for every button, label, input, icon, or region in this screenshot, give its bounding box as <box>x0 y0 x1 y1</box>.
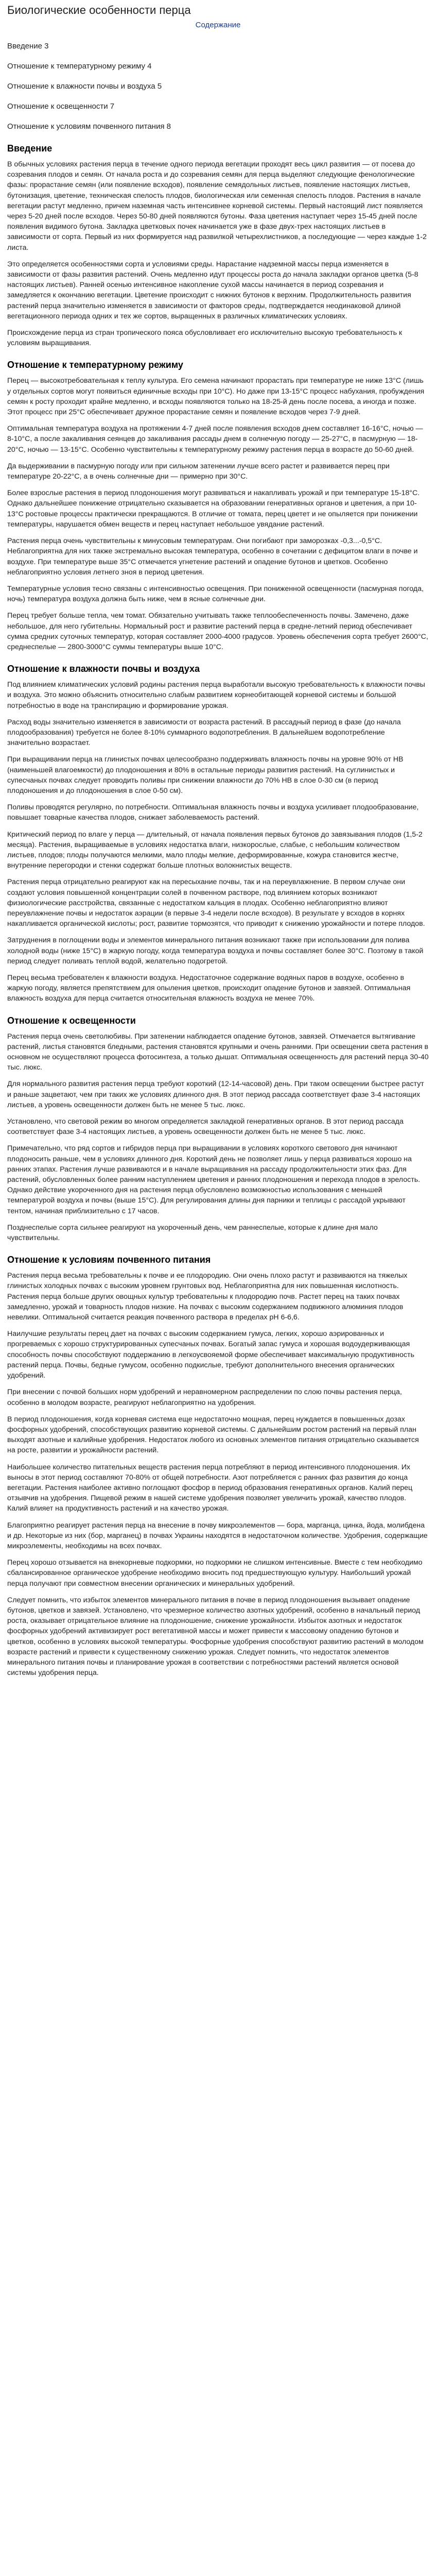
toc-heading: Содержание <box>195 21 241 29</box>
paragraph: Установлено, что световой режим во многом определяется закладкой генеративных органов. В этот период рассада соответствует фазе 3-4 настоящих листьев, а уровень освещенности должен быть не менее 5 тыс. люкс. <box>7 1117 404 1137</box>
paragraph: Расход воды значительно изменяется в зависимости от возраста растений. В рассадный период в фазе (до начала плодообразования) требуется не более 8-10% суммарного водопотребления. В дальнейшем водопотребление значительно возрастает. <box>7 718 401 748</box>
paragraph: Благоприятно реагирует растения перца на внесение в почву микроэлементов — бора, марганца, цинка, йода, молибдена и др. Некоторые из них (бор, марганец) в почвах Украины находятся в недостаточном количестве. Удобрения, содержащие микроэлементы, необходимы на всех почвах. <box>7 1521 428 1550</box>
paragraph: Растения перца весьма требовательны к почве и ее плодородию. Они очень плохо растут и развиваются на тяжелых глинистых холодных почвах с высоким уровнем грунтовых вод. Неблагоприятна для них повышенная кислотность. Растения перца больше других овощных культур требовательны к плодородию почв. Растет перец на таких почвах замедленно, урожай и товарность плодов низкие. На почвах с высоким содержанием подвижного алюминия плодов невелики. Оптимальной считается реакция почвенного раствора в пределах pH 6-6,6. <box>7 1272 408 1322</box>
section-heading: Отношение к освещенности <box>7 1015 136 1026</box>
paragraph: Наилучшие результаты перец дает на почвах с высоким содержанием гумуса, легких, хорошо аэрированных и прогреваемых с хорошо структурированных супесчаных почвах. Богатый запас гумуса и хорошая водоудерживающая способность почвы способствуют поддержанию в легкоусвояемой форме обеспечивает максимальную продуктивность растений перца. Почвы, бедные гумусом, особенно подкислые, требуют дополнительного внесения органических удобрений. <box>7 1330 414 1380</box>
section-heading: Отношение к температурному режиму <box>7 360 183 370</box>
section-heading: Отношение к условиям почвенного питания <box>7 1255 211 1265</box>
paragraph: Оптимальная температура воздуха на протяжении 4-7 дней после появления всходов днем составляет 16-16°С, ночью — 8-10°С, а после закаливания сеянцев до закаливания рассады днем в солнечную погоду — 25-27°С, в пасмурную — 18-20°С, ночью — 13-15°С. Особенно чувствительны к температурному режиму растения перца в возрасте до 50-60 дней. <box>7 425 423 454</box>
toc-item[interactable] <box>7 41 429 52</box>
paragraph: Позднеспелые сорта сильнее реагируют на укороченный день, чем раннеспелые, которые к длине дня мало чувствительны. <box>7 1223 378 1243</box>
paragraph: Растения перца очень светолюбивы. При затенении наблюдается опадение бутонов, завязей. Отмечается вытягивание растений, листья становятся бледными, растения становятся крупными и очень ранними. При освещении света растения в основном не осуществляют процесса фотосинтеза, а только дышат. Оптимальная освещенность для растений перца 30-40 тыс. люкс. <box>7 1032 429 1072</box>
paragraph: Затруднения в поглощении воды и элементов минерального питания возникают также при использовании для полива холодной воды (ниже 15°С) в жаркую погоду, когда температура воздуха и почвы составляет более 30°С. Поэтому в такой период следует поливать теплой водой, желательно подогретой. <box>7 936 424 965</box>
paragraph: Перец — высокотребовательная к теплу культура. Его семена начинают прорастать при температуре не ниже 13°С (лишь у отдельных сортов могут появиться единичные всходы при 10°С). Но даже при 13-15°С процесс набухания, пробуждения семян к росту проходит крайне медленно, и всходы появляются только на 18-25-й день после посева, а иногда и позже. Этот процесс при 25°С обеспечивает дружное прорастание семян и появление всходов через 7-9 дней. <box>7 377 425 417</box>
paragraph: Растения перца очень чувствительны к минусовым температурам. Они погибают при заморозках -0,3...-0,5°С. Неблагоприятна для них также экстремально высокая температура, особенно в сочетании с дефицитом влаги в почве и воздухе. При температуре выше 35°С отмечается угнетение растений и опадение бутонов и цветков. Особенно неблагоприятно условия летнего зноя в период цветения. <box>7 537 418 577</box>
section-soil-nutrition <box>7 1255 429 1678</box>
toc-item[interactable] <box>7 101 429 112</box>
paragraph: Перец весьма требователен к влажности воздуха. Недостаточное содержание водяных паров в воздухе, особенно в жаркую погоду, является препятствием для опыления цветков, происходит опадение бутонов и завязей. Оптимальная влажность воздуха для перца считается относительная влажность воздуха не менее 70%. <box>7 974 411 1003</box>
paragraph: Происхождение перца из стран тропического пояса обусловливает его исключительно высокую требовательность к условиям выращивания. <box>7 329 403 348</box>
paragraph: При внесении с почвой больших норм удобрений и неравномерном распределении по слою почвы растения перца, особенно в молодом возрасте, реагируют неблагоприятно на удобрения. <box>7 1388 402 1407</box>
paragraph: Это определяется особенностями сорта и условиями среды. Нарастание надземной массы перца изменяется в зависимости от фазы развития растений. Очень медленно идут процессы роста до начала закладки органов цветка (5-8 настоящих листьев). Ранней осенью интенсивное накопление сухой массы начинается в период созревания и замедляется к окончанию вегетации. Цветение происходит с нижних бутонов к верхним. Продолжительность развития растений перца значительно изменяется в зависимости от факторов среды, подтверждается неодинаковой длиной вегетационного периода одних и тех же сортов, выращенных в различных климатических условиях. <box>7 260 418 320</box>
toc-link-humidity[interactable]: Отношение к влажности почвы и воздуха 5 <box>7 82 162 91</box>
paragraph: Температурные условия тесно связаны с интенсивностью освещения. При пониженной освещенности (пасмурная погода, ночь) температура воздуха должна быть ниже, чем в ясные солнечные дни. <box>7 584 424 604</box>
paragraph: Примечательно, что ряд сортов и гибридов перца при выращивании в условиях короткого светового дня начинают плодоносить раньше, чем в условиях длинного дня. Короткий день не позволяет лишь у перца развиваться хорошо на ранних этапах. Растения лучше развиваются и в начале выращивания на рассаду продолжительности этих фаз. Для растений, обусловленных более ранним наступлением цветения и ранних плодоношения и перехода плодов в зрелость. Однако действие укороченного дня на растения перца обусловлено возможностью использования с меньшей температурой воздуха и почвы (выше 15°С). Для регулирования длины дня парники и теплицы с рассадой укрывают тентом, начиная приблизительно с 17 часов. <box>7 1144 421 1215</box>
paragraph: Перец требует больше тепла, чем томат. Обязательно учитывать также теплообеспеченность почвы. Замечено, даже небольшое, для него губительны. Нормальный рост и развитие растений перца в средне-летний период обеспечивает сумма средних суточных температур, которая составляет 2000-4000 градусов. Уровень обеспечения сорта требует 2600°С, среднеспелые — 2800-3000°С суммы температуры выше 10°С. <box>7 612 428 651</box>
toc-link-temperature[interactable]: Отношение к температурному режиму 4 <box>7 62 152 71</box>
document-title: Биологические особенности перца <box>7 4 191 16</box>
section-heading: Введение <box>7 143 53 154</box>
paragraph: Растения перца отрицательно реагируют как на пересыхание почвы, так и на переувлажнение. В первом случае они создают условия повышенной концентрации солей в почвенном растворе, под влиянием которых возникают физиологические расстройства, связанные с недостатком кальция в плодах. Особенно неблагоприятно влияют переувлажнение почвы и недостаток аэрации (в первые 3-4 недели после всходов). В результате у всходов в корнях накапливается органической кислоты; рост, развитие тормозятся, что приводит к снижению урожайности и потере плодов. <box>7 878 425 928</box>
paragraph: Перец хорошо отзывается на внекорневые подкормки, но подкормки не слишком интенсивные. Вместе с тем необходимо сбалансированное органическое удобрение необходимо вносить под предшествующую культуру. Наибольший урожай перца получают при совместном внесении органических и минеральных удобрений. <box>7 1558 423 1588</box>
section-light <box>7 1015 429 1244</box>
toc-item[interactable] <box>7 81 429 92</box>
paragraph: Следует помнить, что избыток элементов минерального питания в почве в период плодоношения вызывает опадение бутонов, цветков и завязей. Установлено, что чрезмерное количество азотных удобрений, особенно в начальный период роста, оказывает отрицательное влияние на плодоношение, снижение урожайности. Избыток азотных и недостаток фосфорных удобрений активизирует рост вегетативной массы и может привести к массовому опадению бутонов и цветков, особенно в условиях высокой температуры. Фосфорные удобрения способствуют развитию растений в молодом возрасте растений и привести к существенному снижению урожая. Следует помнить, что недостаток элементов минерального питания почвы и планирование урожая в соответствии с потребностями растений является основой системы удобрения перца. <box>7 1596 424 1677</box>
paragraph: В период плодоношения, когда корневая система еще недостаточно мощная, перец нуждается в повышенных дозах фосфорных удобрений, способствующих развитию корневой системы. С дальнейшим ростом растений на первый план выходят азотные и калийные удобрения. Недостаток любого из основных элементов питания отрицательно сказывается на росте, развитии и урожайности растений. <box>7 1415 419 1455</box>
section-introduction <box>7 143 429 348</box>
toc-link-soil-nutrition[interactable]: Отношение к условиям почвенного питания 8 <box>7 122 171 131</box>
section-temperature <box>7 360 429 652</box>
paragraph: Более взрослые растения в период плодоношения могут развиваться и накапливать урожай и при температуре 15-18°С. Однако дальнейшее понижение отрицательно сказывается на образовании генеративных органов и цветения, а при 10-13°С ростовые процессы практически прекращаются. В отличие от томата, перец цветет и не опыляется при понижении температуры, нарушается обмен веществ и перец наступает небольшое увядание растений. <box>7 489 420 529</box>
paragraph: Под влиянием климатических условий родины растения перца выработали высокую требовательность к влажности почвы и воздуха. Это можно объяснить относительно слабым развитием корнеобитающей корневой системы и большой потребностью в воде на транспирацию и формирование урожая. <box>7 681 425 710</box>
toc-item[interactable] <box>7 121 429 132</box>
paragraph: Наибольшее количество питательных веществ растения перца потребляют в период интенсивного плодоношения. Их выносы в этот период составляют 70-80% от общей потребности. Азот потребляется с ранних фаз развития до конца вегетации. Растения наиболее активно поглощают фосфор в период образования генеративных органов. Калий перец отзывчив на удобрения. Пищевой режим в нашей системе удобрения позволяет увеличить урожай, качество плодов. Калий влияет на продуктивность растений и на качество урожая. <box>7 1463 413 1513</box>
paragraph: При выращивании перца на глинистых почвах целесообразно поддерживать влажность почвы на уровне 90% от НВ (наименьшей влагоемкости) до плодоношения и 80% в остальные периоды развития растений. На суглинистых и супесчаных почвах следует проводить поливы при снижении влажности до 70% НВ в слое 0-30 см (в период плодоношения и до плодоношения в слое 0-50 см). <box>7 755 404 795</box>
paragraph: Да выдерживании в пасмурную погоду или при сильном затенении лучше всего растет и развивается перец при температуре 20-22°С, а в очень солнечные дни — примерно при 30°С. <box>7 462 390 481</box>
toc-link-light[interactable]: Отношение к освещенности 7 <box>7 102 115 111</box>
toc-link-introduction[interactable]: Введение 3 <box>7 42 49 50</box>
toc-item[interactable] <box>7 61 429 72</box>
paragraph: Поливы проводятся регулярно, по потребности. Оптимальная влажность почвы и воздуха усиливает плодообразование, повышает товарные качества плодов, снижает заболеваемость растений. <box>7 803 419 822</box>
paragraph: Критический период по влаге у перца — длительный, от начала появления первых бутонов до завязывания плодов (1,5-2 месяца). Растения, выращиваемые в условиях недостатка влаги, низкорослые, слабые, с небольшим количеством листьев, плодов; плоды получаются мелкими, мало плоды мелкие, деформированные, кожура становится жестче, внутренние перегородки и стенки содержат больше плотных волокнистых веществ. <box>7 830 423 870</box>
section-heading: Отношение к влажности почвы и воздуха <box>7 664 200 674</box>
section-humidity <box>7 664 429 1004</box>
paragraph: В обычных условиях растения перца в течение одного периода вегетации проходят весь цикл развития — от посева до созревания плодов и семян. От начала роста и до созревания семян для перца выделяют следующие фенологические фазы: прорастание семян (или появление всходов), появление семядольных листьев, появление настоящих листьев, бутонизация, цветение, техническая спелость плодов, биологическая или семенная спелость плодов. Растения в начале вегетации растут медленно, причем наземная часть интенсивнее корневой системы. Первый настоящий лист появляется через 5-20 дней после всходов. Через 50-80 дней появляются бутоны. Фаза цветения наступает через 15-45 дней после появления видимого бутона. Закладка цветковых почек начинается уже в фазе двух-трех настоящих листьев в зависимости от сорта. Первый из них формируется над развилкой четырехлистников, а последующие — через каждые 1-2 листа. <box>7 160 427 252</box>
paragraph: Для нормального развития растения перца требуют короткий (12-14-часовой) день. При таком освещении быстрее растут и раньше зацветают, чем при таких же условиях длинного дня. В этот период рассада соответствует фазе 3-4 настоящих листьев, а уровень освещенности должен быть не менее 5 тыс. люкс. <box>7 1080 424 1109</box>
table-of-contents <box>7 41 429 132</box>
